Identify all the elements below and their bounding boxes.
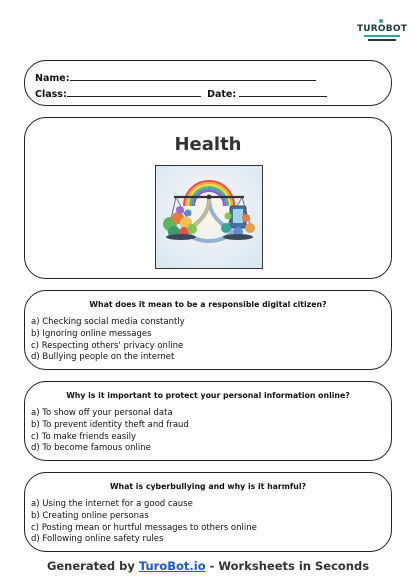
question-1-option-d[interactable]: d) Bullying people on the internet: [31, 352, 175, 363]
name-line[interactable]: [70, 71, 316, 81]
name-row: [35, 71, 391, 87]
title-card: [24, 117, 392, 279]
turobot-link[interactable]: TurоBot.io: [138, 559, 206, 573]
question-card-1: [24, 290, 392, 370]
question-3-option-c[interactable]: c) Posting mean or hurtful messages to others online: [31, 522, 257, 533]
name-label: Name:: [35, 73, 70, 84]
question-3-option-b[interactable]: b) Creating online personas: [31, 510, 149, 521]
balance-scale-icon: [156, 166, 262, 268]
question-3-text: What is cyberbullying and why is it harmful?: [109, 482, 307, 491]
date-label: Date:: [207, 89, 237, 100]
question-1-options: [31, 317, 185, 364]
class-line[interactable]: [67, 87, 201, 97]
question-2-option-c[interactable]: c) To make friends easily: [31, 431, 136, 442]
question-1-option-c[interactable]: c) Respecting others' privacy online: [31, 340, 184, 351]
footer-prefix: Generated by: [46, 559, 135, 573]
footer: [0, 559, 416, 573]
question-1-text: What does it mean to be a responsible digital citizen?: [89, 300, 327, 309]
date-line[interactable]: [239, 87, 327, 97]
question-3-option-a[interactable]: a) Using the internet for a good cause: [31, 499, 193, 509]
class-date-row: [35, 87, 391, 103]
question-card-2: [24, 381, 392, 461]
question-2-text: Why is it important to protect your personal information online?: [66, 391, 350, 400]
student-info-card: [24, 60, 392, 106]
question-2-options: [31, 408, 189, 455]
question-1-option-b[interactable]: b) Ignoring online messages: [31, 328, 152, 339]
question-2-option-b[interactable]: b) To prevent identity theft and fraud: [31, 419, 189, 430]
logo-bar-small: [368, 39, 396, 41]
question-1-option-a[interactable]: a) Checking social media constantly: [31, 317, 185, 327]
question-3-option-d[interactable]: d) Following online safety rules: [31, 534, 164, 545]
question-2-option-a[interactable]: a) To show off your personal data: [31, 408, 173, 418]
logo-text: TUROBOT: [356, 24, 408, 34]
question-2-option-d[interactable]: d) To become famous online: [31, 443, 151, 454]
question-card-3: [24, 472, 392, 552]
balance-scale-illustration: [155, 165, 263, 269]
logo-antenna-icon: [379, 19, 383, 23]
worksheet-title: Health: [174, 134, 242, 155]
question-3-options: [31, 499, 257, 546]
turobot-logo: [356, 24, 408, 48]
class-label: Class:: [35, 89, 67, 100]
logo-bar: [364, 35, 400, 37]
footer-suffix: - Worksheets in Seconds: [209, 559, 370, 573]
